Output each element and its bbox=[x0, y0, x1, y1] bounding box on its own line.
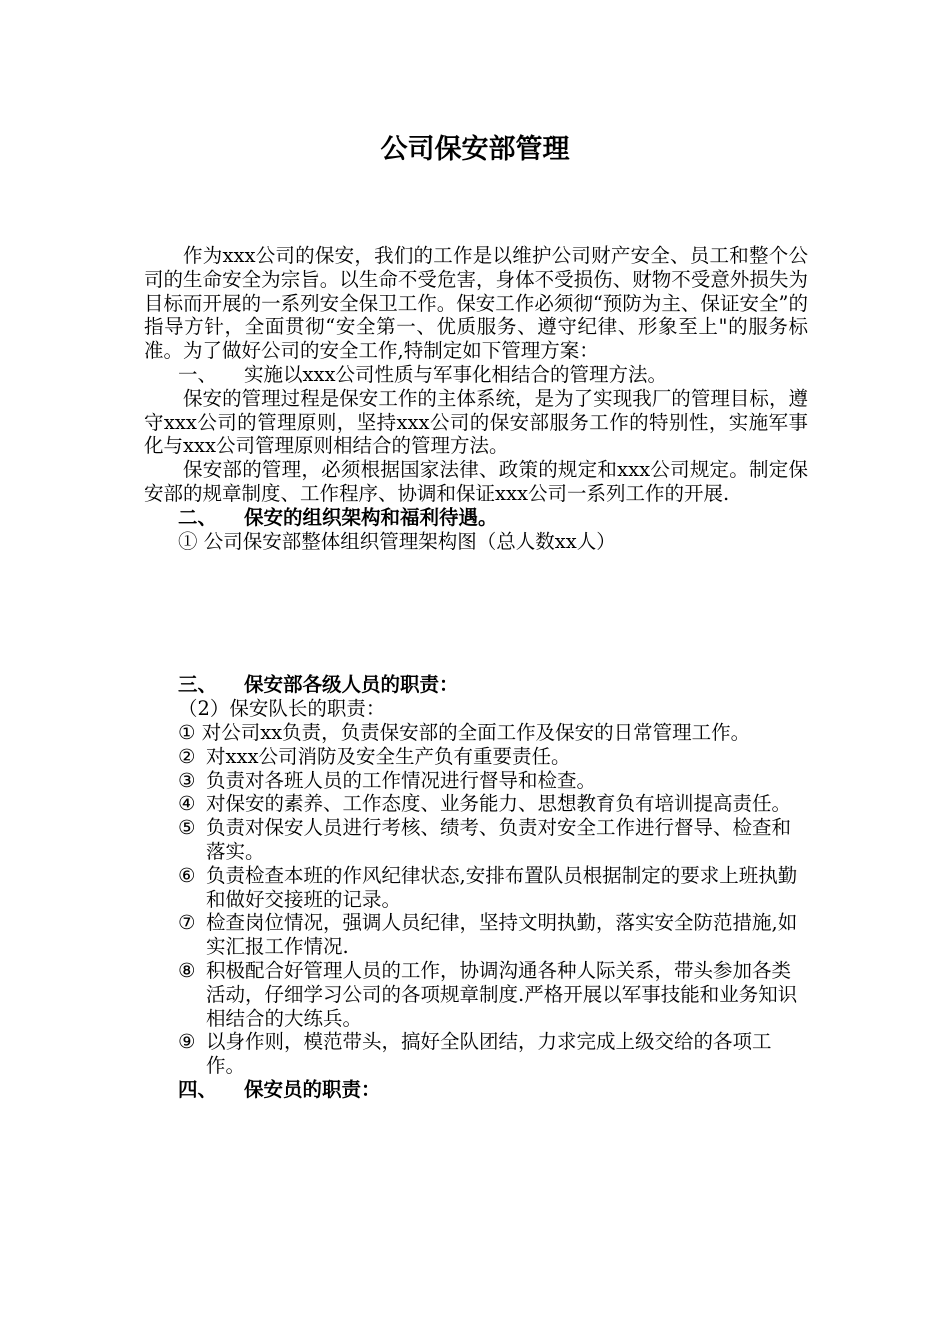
section-4-title: 保安员的职责： bbox=[244, 1077, 381, 1101]
duty-item-text: 对xxx公司消防及安全生产负有重要责任。 bbox=[206, 744, 571, 768]
duty-item-text: 检查岗位情况，强调人员纪律，坚持文明执勤，落实安全防范措施,如实汇报工作情况. bbox=[206, 911, 798, 959]
org-chart-placeholder bbox=[144, 553, 808, 673]
duty-item-marker: ④ bbox=[178, 792, 196, 816]
section-2-title: 保安的组织架构和福利待遇。 bbox=[244, 505, 498, 529]
duty-item-text: 积极配合好管理人员的工作，协调沟通各种人际关系，带头参加各类活动，仔细学习公司的各项规章制度.严格开展以军事技能和业务知识相结合的大练兵。 bbox=[206, 958, 798, 1030]
section-4-number: 四、 bbox=[178, 1077, 218, 1101]
duty-item bbox=[144, 816, 808, 864]
section-1-title: 实施以xxx公司性质与军事化相结合的管理方法。 bbox=[244, 362, 667, 386]
section-3-title: 保安部各级人员的职责： bbox=[244, 673, 459, 697]
section-3-heading bbox=[144, 673, 808, 697]
section-2-item: ① 公司保安部整体组织管理架构图（总人数xx人） bbox=[178, 529, 616, 553]
duty-item-marker: ② bbox=[178, 744, 196, 768]
document-title: 公司保安部管理 bbox=[380, 134, 570, 165]
duty-item bbox=[144, 864, 808, 912]
section-1-paragraph: 保安部的管理，必须根据国家法律、政策的规定和xxx公司规定。制定保安部的规章制度、工作程序、协调和保证xxx公司一系列工作的开展. bbox=[144, 458, 808, 505]
section-1-number: 一、 bbox=[178, 362, 218, 386]
duty-item-marker: ⑨ bbox=[178, 1030, 196, 1054]
duty-item-text: 负责对各班人员的工作情况进行督导和检查。 bbox=[206, 768, 597, 792]
duty-item bbox=[144, 911, 808, 959]
intro-paragraph: 作为xxx公司的保安，我们的工作是以维护公司财产安全、员工和整个公司的生命安全为宗旨。以生命不受危害，身体不受损伤、财物不受意外损失为目标而开展的一系列安全保卫工作。保安工作必须彻“预防为主、保证安全”的指导方针，全面贯彻“安全第一、优质服务、遵守纪律、形象至上"的服务标准。为了做好公司的安全工作,特制定如下管理方案： bbox=[144, 244, 808, 363]
duty-item-text: 对保安的素养、工作态度、业务能力、思想教育负有培训提高责任。 bbox=[206, 792, 792, 816]
duty-item bbox=[144, 721, 808, 745]
section-3-subheading: （2）保安队长的职责： bbox=[178, 697, 386, 721]
duty-item-marker: ⑧ bbox=[178, 958, 196, 982]
duty-item bbox=[144, 959, 808, 1030]
duty-item-marker: ⑦ bbox=[178, 911, 196, 935]
duty-item-marker: ① bbox=[178, 720, 196, 744]
duty-item-marker: ⑥ bbox=[178, 863, 196, 887]
section-3-number: 三、 bbox=[178, 673, 218, 697]
section-1-heading bbox=[144, 363, 808, 387]
section-2-number: 二、 bbox=[178, 505, 218, 529]
duty-item-text: 对公司xx负责，负责保安部的全面工作及保安的日常管理工作。 bbox=[201, 720, 751, 744]
section-4-heading bbox=[144, 1078, 808, 1102]
duty-item bbox=[144, 1030, 808, 1078]
document-body bbox=[144, 244, 808, 1102]
duty-item-text: 负责检查本班的作风纪律状态,安排布置队员根据制定的要求上班执勤和做好交接班的记录。 bbox=[206, 863, 798, 911]
duty-item-marker: ③ bbox=[178, 768, 196, 792]
duty-item-text: 负责对保安人员进行考核、绩考、负责对安全工作进行督导、检查和落实。 bbox=[206, 816, 792, 863]
duty-item bbox=[144, 769, 808, 793]
section-2-heading bbox=[144, 506, 808, 530]
duty-item bbox=[144, 745, 808, 769]
duty-item-marker: ⑤ bbox=[178, 816, 196, 840]
duty-item bbox=[144, 792, 808, 816]
duty-item-text: 以身作则，模范带头，搞好全队团结，力求完成上级交给的各项工作。 bbox=[206, 1030, 772, 1078]
section-1-paragraph: 保安的管理过程是保安工作的主体系统，是为了实现我厂的管理目标，遵守xxx公司的管理原则，坚持xxx公司的保安部服务工作的特别性，实施军事化与xxx公司管理原则相结合的管理方法。 bbox=[144, 386, 808, 458]
